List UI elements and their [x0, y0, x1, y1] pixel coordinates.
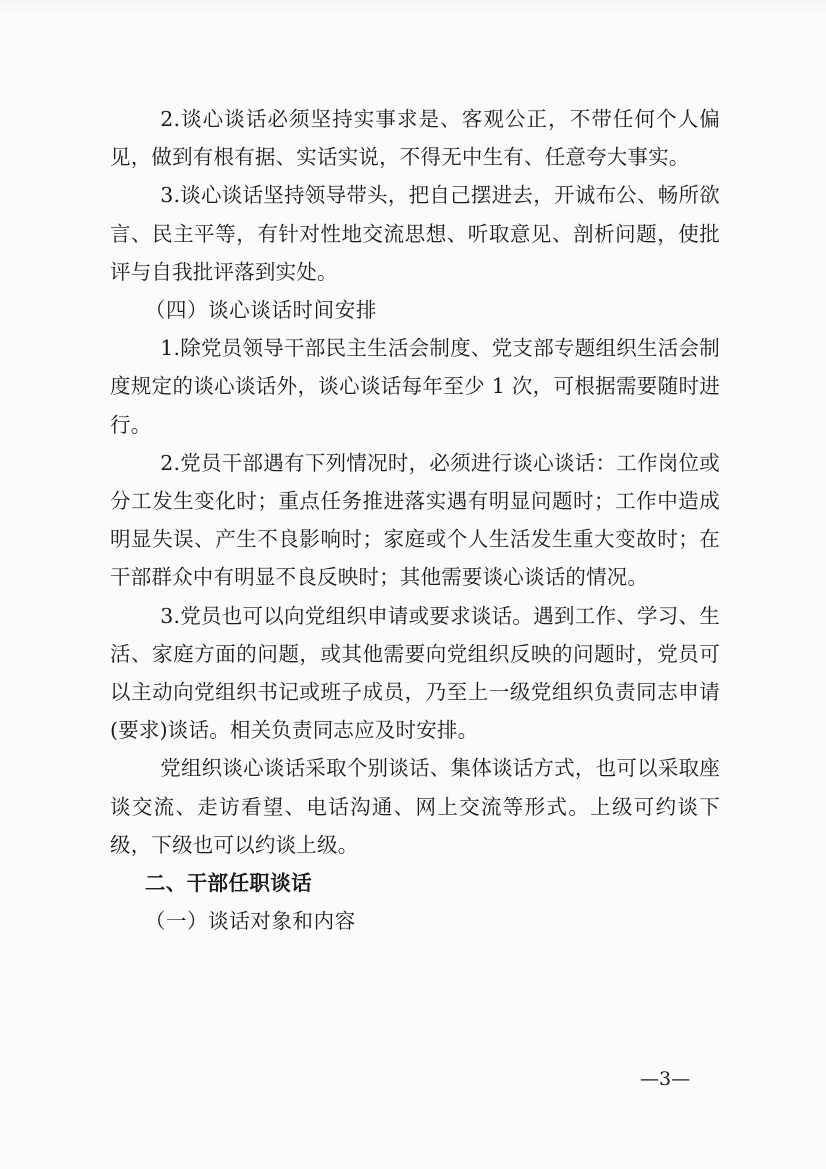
page-number: —3—: [640, 1068, 691, 1090]
paragraph-leadership-example: 3.谈心谈话坚持领导带头，把自己摆进去，开诚布公、畅所欲言、民主平等，有针对性地交流思想、听取意见、剖析问题，使批评与自我批评落到实处。: [110, 183, 720, 284]
paragraph-talk-forms: 党组织谈心谈话采取个别谈话、集体谈话方式，也可以采取座谈交流、走访看望、电话沟通、网上交流等形式。上级可约谈下级，下级也可以约谈上级。: [110, 756, 720, 857]
paragraph-member-request: 3.党员也可以向党组织申请或要求谈话。遇到工作、学习、生活、家庭方面的问题，或其他需要向党组织反映的问题时，党员可以主动向党组织书记或班子成员，乃至上一级党组织负责同志申请(要求)谈话。相关负责同志应及时安排。: [110, 603, 720, 743]
subheading-talk-targets: （一）谈话对象和内容: [144, 909, 356, 934]
document-body: [110, 100, 720, 940]
paragraph-required-situations: 2.党员干部遇有下列情况时，必须进行谈心谈话：工作岗位或分工发生变化时；重点任务推进落实遇有明显问题时；工作中造成明显失误、产生不良影响时；家庭或个人生活发生重大变故时；在干部群众中有明显不良反映时；其他需要谈心谈话的情况。: [110, 450, 720, 590]
paragraph-objective-fairness: 2.谈心谈话必须坚持实事求是、客观公正，不带任何个人偏见，做到有根有据、实话实说，不得无中生有、任意夸大事实。: [110, 107, 720, 170]
subheading-schedule: （四）谈心谈话时间安排: [144, 298, 377, 323]
paragraph-frequency: 1.除党员领导干部民主生活会制度、党支部专题组织生活会制度规定的谈心谈话外，谈心谈话每年至少 1 次，可根据需要随时进行。: [110, 336, 720, 437]
section-heading-appointment-talk: 二、干部任职谈话: [144, 871, 313, 896]
